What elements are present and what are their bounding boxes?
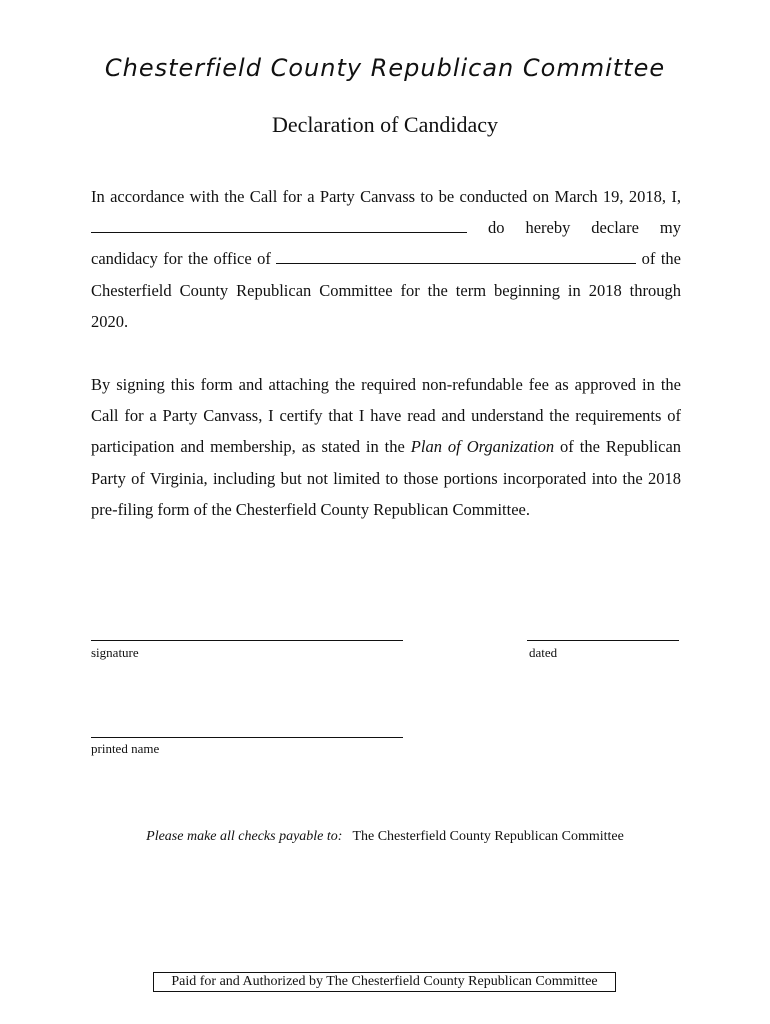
office-blank[interactable] <box>276 247 636 264</box>
plan-of-organization-title: Plan of Organization <box>410 437 555 457</box>
document-title: Declaration of Candidacy <box>271 112 498 137</box>
payment-lead: Please make all checks payable to: <box>146 829 343 844</box>
declaration-text-1: In accordance with the Call for a Party Canvass to be conducted on March 19, 2018, I, <box>91 187 681 206</box>
certification-text-1: By signing this form and attaching the required non-refundable fee as approved in the Call for a Party Canvass, I certify that I have read and understand the requirements of participation and membership, as stated in the <box>91 375 681 457</box>
certification-text-2: of the Republican Party of Virginia, including but not limited to those portions incorporated into the 2018 pre-filing form of the Chesterfield County Republican Committee. <box>91 437 682 519</box>
dated-label: dated <box>529 645 558 660</box>
declaration-paragraph <box>91 181 681 337</box>
payment-instructions <box>0 829 770 845</box>
declaration-text-2: do hereby declare my candidacy for the office of <box>91 218 681 269</box>
printed-name-label: printed name <box>91 741 160 756</box>
declaration-text-3: of the Chesterfield County Republican Committee for the term beginning in 2018 through 2020. <box>91 249 681 331</box>
payment-payee: The Chesterfield County Republican Committee <box>352 829 624 844</box>
date-line[interactable] <box>527 640 679 641</box>
candidate-name-blank[interactable] <box>91 216 467 233</box>
paid-for-disclaimer: Paid for and Authorized by The Chesterfield County Republican Committee <box>153 972 616 992</box>
signature-label: signature <box>91 645 139 660</box>
signature-line[interactable] <box>91 640 403 641</box>
certification-paragraph <box>91 369 681 525</box>
organization-title: Chesterfield County Republican Committee <box>104 54 666 82</box>
printed-name-line[interactable] <box>91 737 403 738</box>
